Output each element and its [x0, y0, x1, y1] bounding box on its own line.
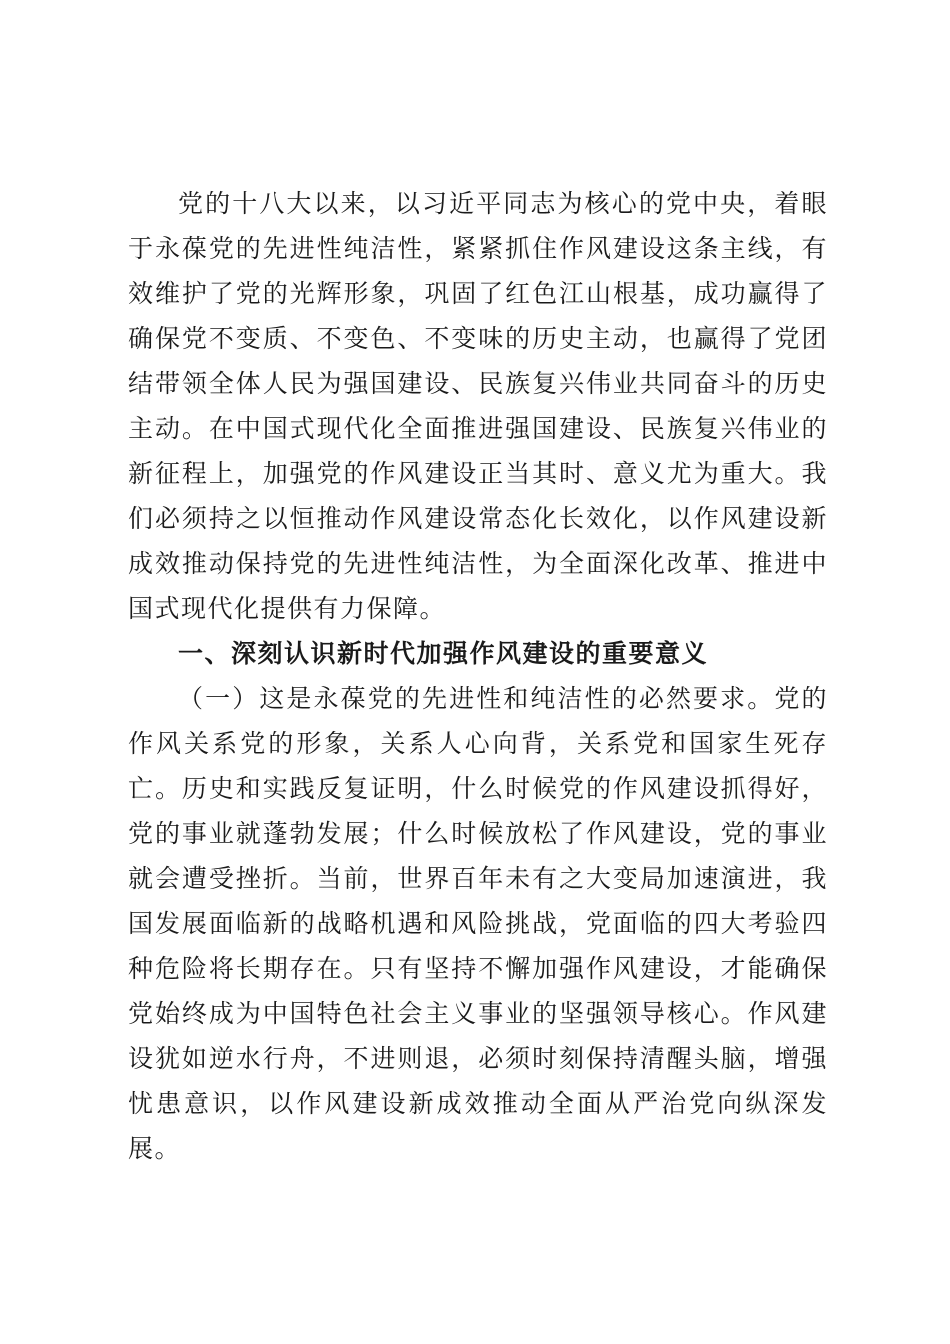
- intro-paragraph: 党的十八大以来，以习近平同志为核心的党中央，着眼于永葆党的先进性纯洁性，紧紧抓住作风建设这条主线，有效维护了党的光辉形象，巩固了红色江山根基，成功赢得了确保党不变质、不变色、不变味的历史主动，也赢得了党团结带领全体人民为强国建设、民族复兴伟业共同奋斗的历史主动。在中国式现代化全面推进强国建设、民族复兴伟业的新征程上，加强党的作风建设正当其时、意义尤为重大。我们必须持之以恒推动作风建设常态化长效化，以作风建设新成效推动保持党的先进性纯洁性，为全面深化改革、推进中国式现代化提供有力保障。: [128, 189, 828, 623]
- document-page: [128, 181, 828, 1171]
- section-heading: 一、深刻认识新时代加强作风建设的重要意义: [178, 639, 709, 668]
- body-paragraph: （一）这是永葆党的先进性和纯洁性的必然要求。党的作风关系党的形象，关系人心向背，关系党和国家生死存亡。历史和实践反复证明，什么时候党的作风建设抓得好，党的事业就蓬勃发展；什么时候放松了作风建设，党的事业就会遭受挫折。当前，世界百年未有之大变局加速演进，我国发展面临新的战略机遇和风险挑战，党面临的四大考验四种危险将长期存在。只有坚持不懈加强作风建设，才能确保党始终成为中国特色社会主义事业的坚强领导核心。作风建设犹如逆水行舟，不进则退，必须时刻保持清醒头脑，增强忧患意识，以作风建设新成效推动全面从严治党向纵深发展。: [128, 684, 828, 1163]
